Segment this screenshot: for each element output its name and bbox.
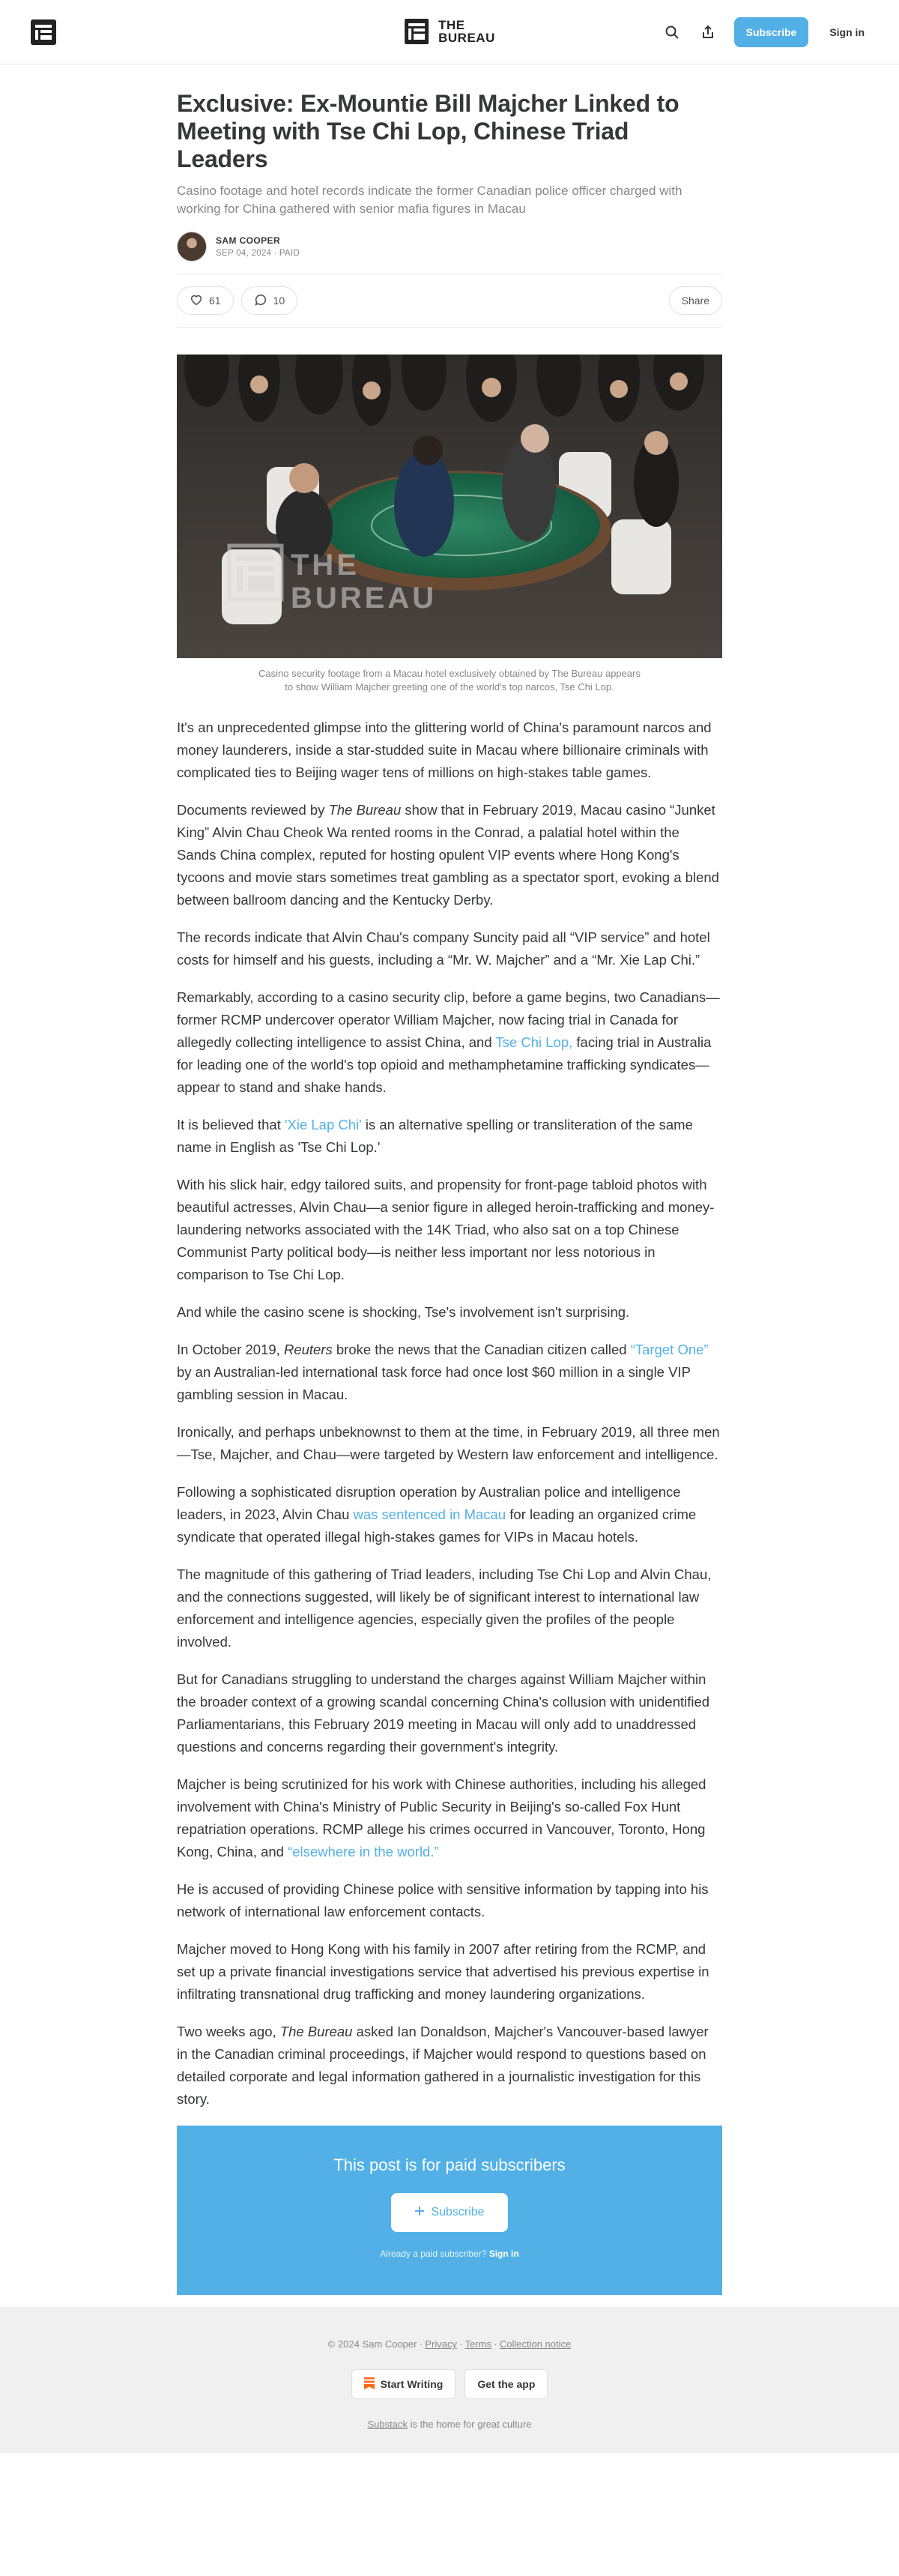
link-elsewhere-in-the-world[interactable]: “elsewhere in the world.” (288, 1844, 439, 1859)
text-run: facing trial in Australia for leading one of the world's top opioid and methamphetamine trafficking syndicates—appear to stand and shake hands. (177, 1034, 712, 1095)
article-body (177, 717, 722, 2111)
post-date: SEP 04, 2024 (216, 249, 272, 258)
text-run: is an alternative spelling or transliteration of the same name in English as 'Tse Chi Lop.' (177, 1117, 693, 1155)
post-meta (216, 249, 300, 258)
start-writing-label: Start Writing (380, 2378, 444, 2390)
paywall-signin-link[interactable]: Sign in (488, 2248, 519, 2259)
privacy-link[interactable]: Privacy (425, 2338, 457, 2350)
hero-figure (177, 355, 722, 694)
paragraph: He is accused of providing Chinese police with sensitive information by tapping into his network of international law enforcement contacts. (177, 1881, 709, 1919)
text-run: It is believed that (177, 1117, 285, 1132)
paywall-subscribe-button[interactable] (391, 2193, 508, 2232)
nav-signin-button[interactable]: Sign in (829, 25, 865, 38)
text-run: Two weeks ago, (177, 2024, 280, 2039)
author-avatar[interactable] (177, 232, 207, 262)
comment-count: 10 (273, 295, 285, 307)
text-run: In October 2019, (177, 1342, 284, 1357)
nav-subscribe-button[interactable]: Subscribe (734, 17, 809, 47)
link-sentenced-in-macau[interactable]: was sentenced in Macau (353, 1506, 506, 1522)
copyright: © 2024 Sam Cooper (327, 2338, 417, 2350)
paragraph: Majcher moved to Hong Kong with his family in 2007 after retiring from the RCMP, and set up a private financial investigations service that advertised his previous expertise in infiltrating transnational drug trafficking and money laundering organizations. (177, 1941, 709, 2002)
brand-line-1: THE (438, 18, 465, 32)
publication-name: The Bureau (328, 802, 402, 818)
text-run: Majcher is being scrutinized for his work with Chinese authorities, including his alleged involvement with China's Ministry of Public Security in Beijing's so-called Fox Hunt repatriation operations. RCMP allege his crimes occurred in Vancouver, Toronto, Hong Kong, China, and (177, 1776, 706, 1859)
footer-separator: ∙ (494, 2338, 500, 2350)
text-run: for leading an organized crime syndicate that operated illegal high-stakes games for VIPs in Macau hotels. (177, 1506, 697, 1545)
comment-bubble-icon (254, 293, 267, 309)
link-target-one[interactable]: “Target One” (630, 1342, 709, 1357)
paragraph: It's an unprecedented glimpse into the glittering world of China's paramount narcos and money launderers, inside a star-studded suite in Macau where billionaire criminals with complicated ties to Beijing wager tens of millions on high-stakes table games. (177, 720, 712, 780)
brand-name (438, 19, 495, 44)
tagline-text: is the home for great culture (408, 2419, 532, 2430)
paragraph: The magnitude of this gathering of Triad leaders, including Tse Chi Lop and Alvin Chau, and the connections suggested, will likely be of significant interest to international law enforcement and intelligence agencies, especially given the profiles of the people involved. (177, 1566, 712, 1650)
byline (177, 232, 722, 262)
watermark-line-2: BUREAU (291, 582, 438, 615)
paragraph (177, 1481, 722, 1548)
article-subtitle: Casino footage and hotel records indicate the former Canadian police officer charged with working for China gathered with senior mafia figures in Macau (177, 184, 682, 216)
terms-link[interactable]: Terms (464, 2338, 491, 2350)
comment-button[interactable] (241, 286, 298, 315)
text-run: Remarkably, according to a casino security clip, before a game begins, two Canadians—former RCMP undercover operator William Majcher, now facing trial in Canada for allegedly collecting intelligence to assist China, and (177, 989, 720, 1050)
plus-icon (414, 2206, 425, 2220)
heart-icon (190, 293, 203, 309)
article (177, 64, 722, 2111)
footer-buttons (0, 2369, 899, 2399)
text-run: show that in February 2019, Macau casino “Junket King” Alvin Chau Cheok Wa rented rooms in the Conrad, a palatial hotel within the Sands China complex, reputed for hosting opulent VIP events where Hong Kong's tycoons and movie stars sometimes treat gambling as a spectator sport, evoking a blend between ballroom dancing and the Kentucky Derby. (177, 802, 719, 908)
post-access: PAID (279, 249, 300, 258)
paragraph (177, 799, 722, 911)
nav-actions (662, 17, 869, 47)
publication-logo-icon[interactable] (30, 19, 57, 46)
footer-links (0, 2338, 899, 2350)
watermark-line-1: THE (291, 549, 360, 582)
footer (0, 2307, 899, 2453)
top-navigation (0, 0, 899, 64)
substack-link[interactable]: Substack (367, 2419, 408, 2430)
text-run: asked Ian Donaldson, Majcher's Vancouver-based lawyer in the Canadian criminal proceedings, if Majcher would respond to questions based on detailed corporate and legal information gathered in a journalistic investigation for this story. (177, 2024, 709, 2107)
publication-name: The Bureau (279, 2024, 353, 2039)
hero-image[interactable] (177, 355, 722, 658)
paragraph: But for Canadians struggling to understand the charges against William Majcher within the broader context of a growing scandal concerning China's collusion with unidentified Parliamentarians, this February 2019 meeting in Macau will only add to unaddressed questions and concerns regarding their government's integrity. (177, 1671, 710, 1755)
collection-notice-link[interactable]: Collection notice (499, 2338, 572, 2350)
like-button[interactable] (177, 286, 234, 315)
link-tse-chi-lop[interactable]: Tse Chi Lop, (495, 1034, 573, 1050)
paragraph: And while the casino scene is shocking, Tse's involvement isn't surprising. (177, 1304, 630, 1320)
text-run: broke the news that the Canadian citizen called (332, 1342, 631, 1357)
substack-logo-icon (364, 2377, 375, 2392)
already-subscriber-text: Already a paid subscriber? (380, 2248, 487, 2259)
author-name[interactable]: SAM COOPER (216, 235, 281, 246)
meta-separator: ∙ (273, 249, 279, 258)
text-run: Following a sophisticated disruption operation by Australian police and intelligence leaders, in 2023, Alvin Chau (177, 1484, 681, 1522)
brand-home-link[interactable] (404, 18, 495, 45)
post-actions-bar (177, 274, 722, 328)
text-run: Documents reviewed by (177, 802, 329, 818)
paywall (177, 2126, 722, 2295)
footer-tagline (0, 2419, 899, 2430)
brand-line-2: BUREAU (438, 31, 495, 45)
paywall-title: This post is for paid subscribers (333, 2156, 566, 2174)
paragraph (177, 1339, 722, 1406)
like-count: 61 (209, 295, 221, 307)
search-icon[interactable] (662, 22, 682, 42)
link-xie-lap-chi[interactable]: 'Xie Lap Chi' (284, 1117, 362, 1132)
bureau-logo-icon (404, 18, 429, 45)
get-app-button[interactable]: Get the app (464, 2369, 548, 2399)
publication-name: Reuters (283, 1342, 333, 1357)
paragraph (177, 1773, 722, 1863)
footer-separator: ∙ (420, 2338, 426, 2350)
hero-caption: Casino security footage from a Macau hotel exclusively obtained by The Bureau appears to show William Majcher greeting one of the world's top narcos, Tse Chi Lop. (258, 668, 641, 693)
share-button[interactable]: Share (669, 286, 722, 315)
paywall-subscribe-label: Subscribe (431, 2206, 485, 2218)
footer-separator: ∙ (459, 2338, 465, 2350)
paragraph: Ironically, and perhaps unbeknownst to them at the time, in February 2019, all three men—Tse, Majcher, and Chau—were targeted by Western law enforcement and intelligence. (177, 1424, 720, 1462)
paragraph: With his slick hair, edgy tailored suits, and propensity for front-page tabloid photos with beautiful actresses, Alvin Chau—a senior figure in alleged heroin-trafficking and money-laundering networks associated with the 14K Triad, who also sat on a top Chinese Communist Party political body—is neither less important nor less notorious in comparison to Tse Chi Lop. (177, 1177, 715, 1282)
paragraph (177, 986, 722, 1099)
share-upload-icon[interactable] (698, 22, 718, 42)
start-writing-button[interactable] (351, 2369, 456, 2399)
text-run: by an Australian-led international task force had once lost $60 million in a single VIP gambling session in Macau. (177, 1364, 691, 1402)
paragraph: The records indicate that Alvin Chau's company Suncity paid all “VIP service” and hotel costs for himself and his guests, including a “Mr. W. Majcher” and a “Mr. Xie Lap Chi.” (177, 929, 710, 968)
article-title: Exclusive: Ex-Mountie Bill Majcher Linked to Meeting with Tse Chi Lop, Chinese Triad Leaders (177, 90, 679, 172)
paragraph (177, 1114, 722, 1159)
paragraph (177, 2021, 722, 2111)
already-subscriber (177, 2248, 722, 2259)
